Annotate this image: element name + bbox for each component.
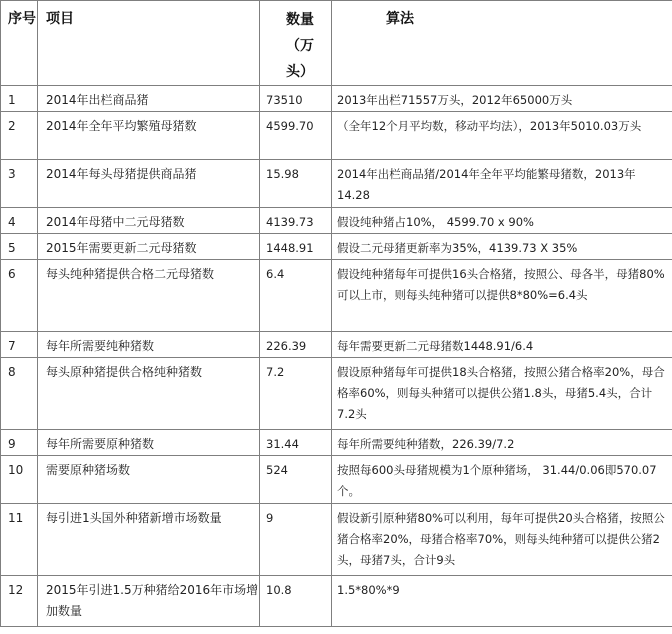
row-item: 每头纯种猪提供合格二元母猪数: [38, 260, 260, 332]
row-number: 1: [1, 86, 38, 112]
row-quantity: 9: [260, 504, 332, 576]
row-method: 假设原种猪每年可提供18头合格猪，按照公猪合格率20%，母合格率60%，则每头种猪可以提供公猪1.8头，母猪5.4头，合计7.2头: [332, 358, 672, 430]
row-quantity: 15.98: [260, 160, 332, 208]
table-row: [1, 576, 672, 627]
row-number: 12: [1, 576, 38, 627]
row-item: 每年所需要原种猪数: [38, 430, 260, 456]
row-number: 8: [1, 358, 38, 430]
row-method: 每年需要更新二元母猪数1448.91/6.4: [332, 332, 672, 358]
row-number: 11: [1, 504, 38, 576]
row-quantity: 1448.91: [260, 234, 332, 260]
header-item: 项目: [38, 1, 260, 86]
row-item: 每头原种猪提供合格纯种猪数: [38, 358, 260, 430]
row-item: 2014年出栏商品猪: [38, 86, 260, 112]
table-row: [1, 208, 672, 234]
row-number: 7: [1, 332, 38, 358]
row-number: 6: [1, 260, 38, 332]
row-method: 假设新引原种猪80%可以利用，每年可提供20头合格猪，按照公猪合格率20%，母猪合格率70%，则每头纯种猪可以提供公猪2头，母猪7头，合计9头: [332, 504, 672, 576]
header-quantity: 数量（万头）: [260, 1, 332, 86]
row-number: 2: [1, 112, 38, 160]
row-number: 4: [1, 208, 38, 234]
table-row: [1, 504, 672, 576]
header-method: 算法: [332, 1, 672, 86]
table-body: [1, 86, 672, 627]
row-item: 2015年引进1.5万种猪给2016年市场增加数量: [38, 576, 260, 627]
row-item: 2015年需要更新二元母猪数: [38, 234, 260, 260]
row-number: 5: [1, 234, 38, 260]
row-method: 假设纯种猪每年可提供16头合格猪，按照公、母各半，母猪80%可以上市，则每头纯种猪可以提供8*80%=6.4头: [332, 260, 672, 332]
table-row: [1, 260, 672, 332]
row-quantity: 524: [260, 456, 332, 504]
row-method: 2013年出栏71557万头，2012年65000万头: [332, 86, 672, 112]
row-item: 需要原种猪场数: [38, 456, 260, 504]
row-quantity: 10.8: [260, 576, 332, 627]
row-method: 按照每600头母猪规模为1个原种猪场， 31.44/0.06即570.07个。: [332, 456, 672, 504]
table-row: [1, 160, 672, 208]
header-row: [1, 1, 672, 86]
row-method: 假设二元母猪更新率为35%，4139.73 X 35%: [332, 234, 672, 260]
row-method: 1.5*80%*9: [332, 576, 672, 627]
row-item: 每年所需要纯种猪数: [38, 332, 260, 358]
table-row: [1, 234, 672, 260]
row-quantity: 4139.73: [260, 208, 332, 234]
table-row: [1, 456, 672, 504]
row-quantity: 7.2: [260, 358, 332, 430]
row-method: 假设纯种猪占10%， 4599.70 x 90%: [332, 208, 672, 234]
row-quantity: 226.39: [260, 332, 332, 358]
row-method: 每年所需要纯种猪数，226.39/7.2: [332, 430, 672, 456]
row-number: 10: [1, 456, 38, 504]
row-quantity: 6.4: [260, 260, 332, 332]
table-row: [1, 86, 672, 112]
row-method: （全年12个月平均数，移动平均法），2013年5010.03万头: [332, 112, 672, 160]
row-item: 每引进1头国外种猪新增市场数量: [38, 504, 260, 576]
row-quantity: 31.44: [260, 430, 332, 456]
row-quantity: 4599.70: [260, 112, 332, 160]
row-number: 3: [1, 160, 38, 208]
table-row: [1, 332, 672, 358]
header-index: 序号: [1, 1, 38, 86]
table-row: [1, 358, 672, 430]
row-item: 2014年全年平均繁殖母猪数: [38, 112, 260, 160]
table-row: [1, 430, 672, 456]
row-quantity: 73510: [260, 86, 332, 112]
row-item: 2014年母猪中二元母猪数: [38, 208, 260, 234]
table-row: [1, 112, 672, 160]
row-item: 2014年每头母猪提供商品猪: [38, 160, 260, 208]
row-method: 2014年出栏商品猪/2014年全年平均能繁母猪数，2013年14.28: [332, 160, 672, 208]
row-number: 9: [1, 430, 38, 456]
